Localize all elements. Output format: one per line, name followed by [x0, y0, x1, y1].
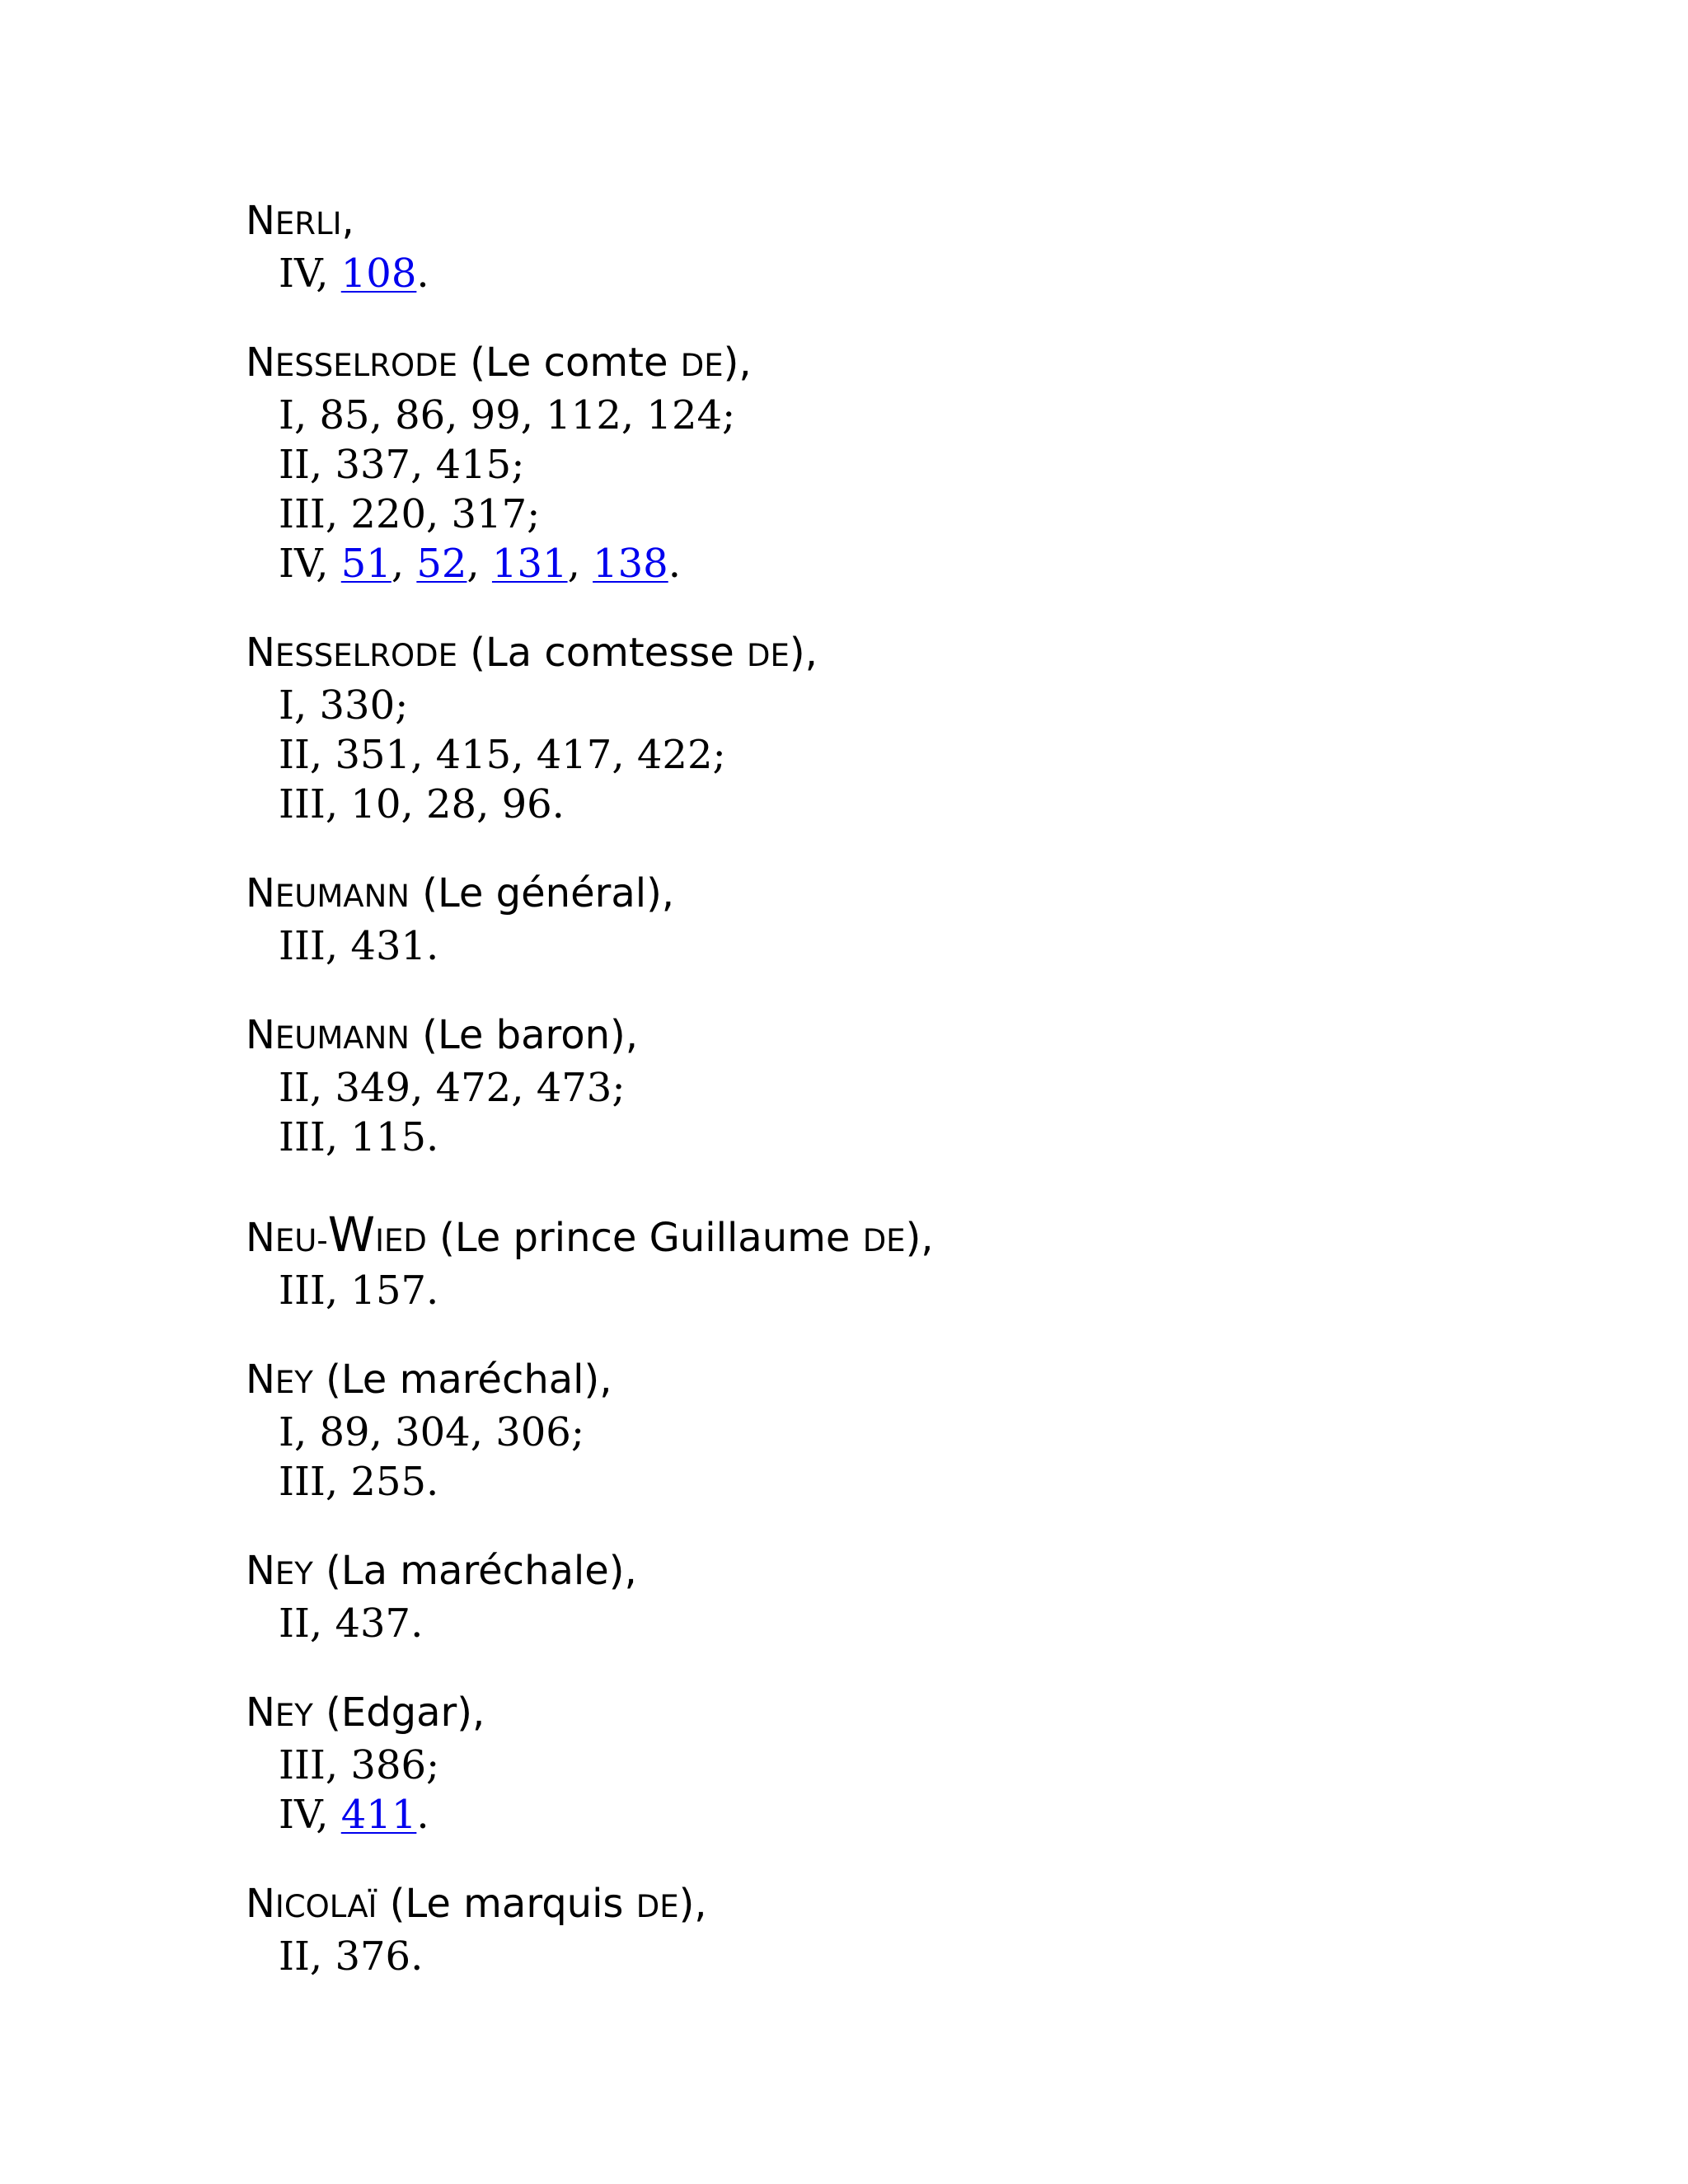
page-number: 86	[395, 392, 446, 438]
ref-terminator: .	[416, 1792, 429, 1838]
name-initial: N	[246, 630, 275, 676]
entry-heading	[246, 1879, 1564, 1932]
name-qualifier: (Le baron),	[409, 1012, 638, 1058]
page-link[interactable]: 411	[340, 1792, 417, 1838]
volume-number: III	[279, 1742, 326, 1788]
name-initial: N	[246, 1012, 275, 1058]
page-number: 157	[350, 1268, 427, 1314]
page-number: 112	[546, 392, 621, 438]
ref-terminator: .	[426, 923, 439, 969]
page-number: 417	[536, 732, 612, 778]
name-rest-second: IED	[375, 1223, 427, 1258]
ref-terminator: ;	[426, 1742, 440, 1788]
page-number: 115	[350, 1114, 427, 1160]
page-number: 330	[319, 682, 396, 729]
index-page	[246, 196, 1564, 2021]
ref-terminator: .	[410, 1933, 424, 1980]
volume-number: IV	[279, 251, 316, 297]
page-number: 376	[335, 1933, 411, 1980]
index-entry-neumann-general	[246, 869, 1564, 971]
entry-heading	[246, 196, 1564, 249]
name-initial: N	[246, 1881, 275, 1927]
ref-line: I, 89, 304, 306;	[279, 1409, 585, 1455]
ref-line: IV, 51, 52, 131, 138.	[279, 541, 681, 587]
volume-number: I	[279, 682, 294, 729]
volume-number: II	[279, 732, 310, 778]
name-rest: EUMANN	[274, 879, 410, 914]
entry-heading	[246, 1688, 1564, 1741]
page-number: 306	[495, 1409, 571, 1455]
heading-tail: ),	[723, 340, 752, 386]
ref-line: III, 115.	[279, 1114, 439, 1160]
ref-terminator: ;	[712, 732, 726, 778]
name-qualifier: (Le prince Guillaume	[426, 1215, 863, 1261]
ref-terminator: .	[668, 541, 681, 587]
page-number: 304	[395, 1409, 471, 1455]
name-particle: DE	[635, 1889, 679, 1924]
name-qualifier: (Edgar),	[312, 1690, 485, 1736]
entry-heading	[246, 1207, 1564, 1266]
name-initial: N	[246, 198, 275, 244]
name-particle: DE	[747, 638, 790, 673]
ref-terminator: .	[410, 1601, 424, 1647]
page-number: 99	[470, 392, 521, 438]
page-number: 96	[501, 781, 552, 827]
page-link[interactable]: 52	[416, 541, 467, 587]
index-entry-nesselrode-comte	[246, 338, 1564, 588]
page-link[interactable]: 131	[491, 541, 568, 587]
page-number: 89	[319, 1409, 370, 1455]
page-number: 349	[335, 1065, 411, 1111]
ref-line: II, 337, 415;	[279, 442, 525, 488]
index-entry-ney-edgar	[246, 1688, 1564, 1840]
page-number: 255	[350, 1459, 427, 1505]
ref-line: III, 431.	[279, 923, 439, 969]
page-number: 220	[350, 491, 427, 537]
page-number: 415	[435, 442, 512, 488]
entry-heading	[246, 1355, 1564, 1408]
ref-terminator: .	[426, 1459, 439, 1505]
index-entry-nesselrode-comtesse	[246, 628, 1564, 829]
name-rest: EU-	[274, 1223, 328, 1258]
index-entry-nerli	[246, 196, 1564, 298]
name-initial-second: W	[327, 1207, 376, 1263]
name-rest: EY	[274, 1556, 313, 1591]
name-rest: ESSELRODE	[274, 348, 457, 383]
entry-heading	[246, 628, 1564, 681]
name-qualifier: (La maréchale),	[312, 1548, 637, 1594]
name-rest: EY	[274, 1365, 313, 1400]
page-number: 473	[536, 1065, 612, 1111]
ref-line: III, 220, 317;	[279, 491, 541, 537]
name-qualifier: (Le marquis	[377, 1881, 636, 1927]
ref-line: I, 330;	[279, 682, 409, 729]
page-number: 10	[350, 781, 401, 827]
name-initial: N	[246, 1357, 275, 1403]
ref-terminator: ;	[527, 491, 541, 537]
page-number: 472	[435, 1065, 512, 1111]
volume-number: IV	[279, 541, 316, 587]
index-entry-neu-wied	[246, 1207, 1564, 1315]
index-entry-ney-marechale	[246, 1546, 1564, 1648]
name-particle: DE	[680, 348, 724, 383]
volume-number: III	[279, 923, 326, 969]
name-initial: N	[246, 1548, 275, 1594]
page-number: 124	[646, 392, 723, 438]
volume-number: I	[279, 1409, 294, 1455]
entry-heading	[246, 869, 1564, 921]
ref-terminator: .	[426, 1114, 439, 1160]
page-link[interactable]: 51	[340, 541, 392, 587]
ref-terminator: .	[416, 251, 429, 297]
page-number: 351	[335, 732, 411, 778]
volume-number: II	[279, 1933, 310, 1980]
ref-line: I, 85, 86, 99, 112, 124;	[279, 392, 736, 438]
index-entry-nicolai	[246, 1879, 1564, 1981]
entry-heading	[246, 338, 1564, 391]
ref-line: IV, 108.	[279, 251, 429, 297]
ref-line: III, 386;	[279, 1742, 440, 1788]
volume-number: II	[279, 1601, 310, 1647]
ref-terminator: ;	[395, 682, 409, 729]
page-number: 437	[335, 1601, 411, 1647]
name-initial: N	[246, 1215, 275, 1261]
name-qualifier: (Le maréchal),	[312, 1357, 612, 1403]
volume-number: III	[279, 1459, 326, 1505]
volume-number: III	[279, 1114, 326, 1160]
page-link[interactable]: 108	[340, 251, 417, 297]
ref-line: IV, 411.	[279, 1792, 429, 1838]
volume-number: III	[279, 781, 326, 827]
name-initial: N	[246, 1690, 275, 1736]
ref-terminator: ;	[570, 1409, 585, 1455]
volume-number: III	[279, 1268, 326, 1314]
name-initial: N	[246, 340, 275, 386]
ref-line: II, 376.	[279, 1933, 424, 1980]
name-rest: ESSELRODE	[274, 638, 457, 673]
page-number: 415	[435, 732, 512, 778]
entry-heading	[246, 1010, 1564, 1063]
volume-number: II	[279, 442, 310, 488]
ref-line: II, 351, 415, 417, 422;	[279, 732, 726, 778]
ref-terminator: ;	[511, 442, 525, 488]
volume-number: IV	[279, 1792, 316, 1838]
page-link[interactable]: 138	[593, 541, 668, 587]
page-number: 386	[350, 1742, 427, 1788]
name-initial: N	[246, 870, 275, 916]
ref-terminator: ;	[612, 1065, 626, 1111]
name-rest: EUMANN	[274, 1020, 410, 1056]
volume-number: I	[279, 392, 294, 438]
heading-comma: ,	[341, 198, 354, 244]
page-number: 28	[426, 781, 477, 827]
volume-number: III	[279, 491, 326, 537]
page-number: 317	[451, 491, 528, 537]
name-rest: ICOLAÏ	[274, 1889, 377, 1924]
name-qualifier: (Le général),	[409, 870, 675, 916]
heading-tail: ),	[678, 1881, 707, 1927]
ref-line: III, 255.	[279, 1459, 439, 1505]
ref-line: II, 437.	[279, 1601, 424, 1647]
name-qualifier: (Le comte	[457, 340, 681, 386]
page-number: 422	[636, 732, 713, 778]
name-rest: ERLI	[274, 206, 342, 241]
page-number: 85	[319, 392, 370, 438]
index-entry-neumann-baron	[246, 1010, 1564, 1162]
page-number: 431	[350, 923, 427, 969]
name-particle: DE	[862, 1223, 906, 1258]
entry-heading	[246, 1546, 1564, 1599]
heading-tail: ),	[905, 1215, 934, 1261]
ref-terminator: .	[551, 781, 565, 827]
heading-tail: ),	[789, 630, 818, 676]
volume-number: II	[279, 1065, 310, 1111]
name-qualifier: (La comtesse	[457, 630, 748, 676]
name-rest: EY	[274, 1698, 313, 1733]
page-number: 337	[335, 442, 411, 488]
ref-line: III, 10, 28, 96.	[279, 781, 565, 827]
ref-line: III, 157.	[279, 1268, 439, 1314]
ref-terminator: ;	[722, 392, 736, 438]
ref-line: II, 349, 472, 473;	[279, 1065, 626, 1111]
index-entry-ney-marechal	[246, 1355, 1564, 1507]
ref-terminator: .	[426, 1268, 439, 1314]
